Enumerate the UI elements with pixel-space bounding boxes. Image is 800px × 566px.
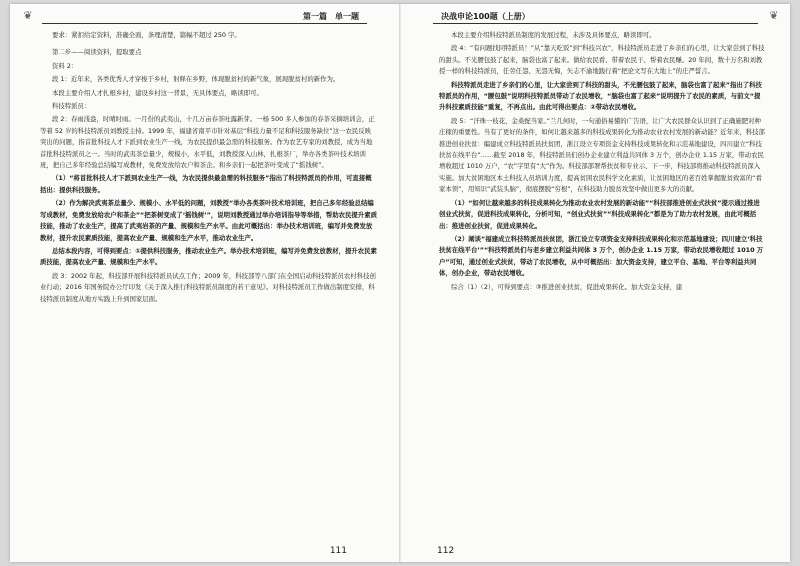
left-page <box>10 4 399 562</box>
analysis-paragraph: （1）“如何让越来越多的科技成果转化为推动农业农村发展的新动能”“科技部推进创业式扶贫”提示通过推进创业式扶贫，促进科技成果转化，分析可知，“创业式扶贫”“科技成果转化”都是为了助力农村发展，由此可概括出：推进创业扶贫，促进成果转化。 <box>439 198 760 230</box>
analysis-paragraph: 科技特派员走进了乡亲们的心里，让大家尝到了科技的甜头，不光腰包鼓了起来，脑袋也富了起来”指出了科技特派员的作用，“腰包鼓”说明科技特派员带动了农民增收，“脑袋也富了起来”说明提升了农民的素质，与前文“提升科技素质技能”重复，不再点出。由此可得出要点：②带动农民增收。 <box>439 80 762 112</box>
summary-paragraph: 总结本段内容，可得到要点：①提供科技服务，推动农业生产。举办技术培训班，编写并免费发放教材，提升农民素质技能，提高农业产量、规模和生产水平。 <box>40 246 377 267</box>
right-page-content <box>439 30 766 542</box>
section-heading: 第二步——阅读资料，提取要点 <box>52 48 142 57</box>
left-page-header <box>42 10 367 24</box>
paragraph: 本段主要介绍科技特派员制度的发展过程，未涉及具体要点，略读即可。 <box>451 31 656 39</box>
paragraph: 段 5：“汗珠一枝花，金桑配当家。”兰几何时，一句通俗易懂的广告语，让广大农民群众认识到了正确施肥对种庄稼的重要性。当有了更好的条件，如何让越来越多的科技成果转化为推动农业农村发展的新动能？近年来，科技部推进创业扶贫：编建成立科技特派员扶贫团，浙江设立专项资金支持科技成果转化和示范基地建设，四川建立“科技扶贫在线平台”……截至 2018 年，科技特派员们创办企业建立利益共同体 3 万个，创办企业 1.15 万家，带动农民增收超过 1010 万户，“农”字里有“大”作为。科技部部署帮扶贫和专业示、下一步，科技部将推动科技特派员深入实施。加大贫困地区本土科技人员培训力度，提高贫困农民科学文化素质，让贫困地区的老百姓掌握脱贫致富的“看家本领”，用知识“武装头脑”，彻底摆脱“穷根”，在科技助力脱贫攻坚中做出更多大的贡献。 <box>439 116 765 194</box>
page-number: 112 <box>437 546 455 556</box>
analysis-paragraph: （2）阐谈“福建成立科技特派员扶贫团，浙江设立专项资金支持科技成果转化和示范基地建设；四川建立‘科技扶贫在线平台’”“科技特派员们与老乡建立利益共同体 3 万个，创办企业 1.15 万家，带动农民增收超过 1010 万户”可知，通过创业式扶贫，带动了农民增收，从中可概括出：加大资金支持，建立平台、基地、平台等利益共同体，创办企业，带动农民增收。 <box>439 234 764 278</box>
paragraph: 本段主要介绍人才扎根乡村，建设乡村这一背景，无具体要点，略读即可。 <box>52 88 263 97</box>
decorative-corner-icon: ❦ <box>769 9 779 22</box>
paragraph: 资料 2： <box>52 61 78 70</box>
paragraph: 段 4：“有问题找同特派员！”从“靠天吃饭”到“科技兴农”，科技特派员走进了乡亲们的心里，让大家尝到了科技的甜头。不光腰包鼓了起来，脑袋也富了起来。做给农民看、带着农民干、帮着农民赚。20 年间，数十万名和刘教授一样的科技特派员，任劳任怨、无怨无悔，矢志不渝地践行着“把论文写在大地上”的庄严誓言。 <box>439 44 765 76</box>
analysis-paragraph: （1）“将首批科技人才下派到农业生产一线，为农民提供最急需的科技服务”指出了科技特派员的作用，可直接概括出：提供科技服务。 <box>40 174 372 194</box>
summary-paragraph: 综合（1）（2），可得到要点：③推进创业扶贫，促进成果转化。加大资金支持，建 <box>451 282 683 291</box>
right-page-header <box>433 10 758 24</box>
paragraph: 段 2：春雨浅盎，时晴时雨。一月份的武夷山，十几万亩春茶吐露新芽。一杨 500 多人参加的春茶采摘培训会，正等着 52 岁的科技特派员刘教授主持。1999 年，福建省南平市针对基层“科技力量不足和科技服务缺位”这一农民反映突出的问题，指首批科技人才下派到农业生产一线，为农民提供最急需的科技服务。作为农艺专家的刘教授，成为当地首批科技特派员之一。当时的武夷茶总量少，规模小，水平低，刘教授深入山林，扎根茶厂，举办各类茶叶技术培训班，把自己多年经验总结编写成教材，免费发放给农户和茶企。和乡亲们一起把茶叶变成了“摇钱树”。 <box>40 115 375 170</box>
page-number: 111 <box>329 546 347 556</box>
paragraph: 要求：紧扣给定资料，准确全面，条理清楚，篇幅不超过 250 字。 <box>52 31 241 39</box>
header-rule <box>42 23 367 24</box>
book-spread <box>10 4 790 562</box>
paragraph: 科技特派员： <box>52 102 91 111</box>
right-page <box>401 4 790 562</box>
analysis-paragraph: （2）作为解决武夷茶总量少、规模小、水平低的问题，刘教授“举办各类茶叶技术培训班，把自己多年经验总结编写成教材，免费发放给农户和茶企”“把茶树变成了‘摇钱树’”，说明刘教授通过举办培训指导等举措，帮助农民提升素质技能，推动了农业生产，提高了武夷岩茶的产量、规模和生产水平。由此可概括出：举办技术培训班，编写并免费发放教材，提升农民素质技能，提高农业产量、规模和生产水平，推动农业生产。 <box>40 199 377 242</box>
header-rule <box>433 23 758 24</box>
decorative-corner-icon: ❦ <box>23 9 33 22</box>
paragraph: 段 1：近年来，各类优秀人才穿梭于乡村，射释在乡野，体现脱贫村的新气象，展现脱贫村的新作为。 <box>52 75 340 84</box>
right-header-title: 决战申论100题（上册） <box>441 12 530 21</box>
left-header-title: 第一篇 单一题 <box>303 12 359 21</box>
left-page-content <box>40 30 377 542</box>
paragraph: 段 3：2002 年起，科技部开展科技特派员试点工作；2009 年，科技部等八部门在全国启动科技特派员农村科技创业行动；2016 年国务院办公厅印发《关于深入推行科技特派员制度的若干意见》。对科技特派员工作做出制度安排，科技特派员制度从地方实践上升到国家层面。 <box>40 271 376 303</box>
